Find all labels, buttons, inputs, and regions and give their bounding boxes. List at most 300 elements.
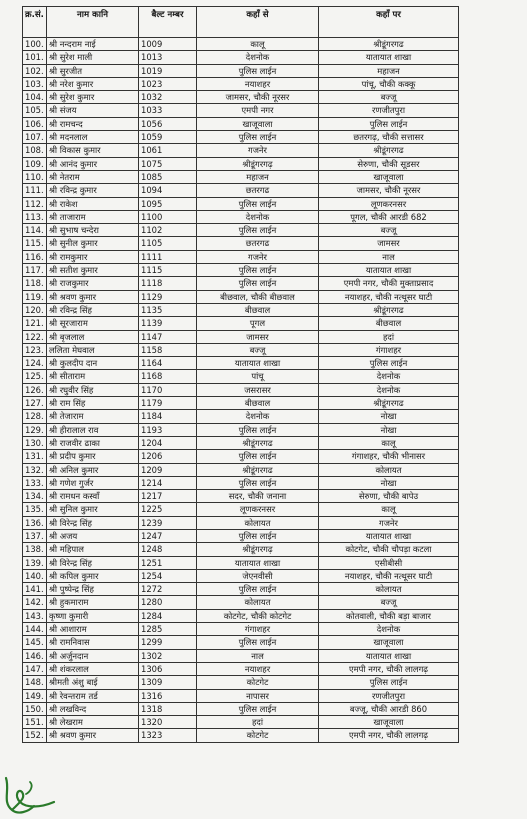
cell-to: एमपी नगर, चौकी लालगढ़ xyxy=(319,729,459,742)
cell-from: पुलिस लाईन xyxy=(197,131,319,144)
cell-serial: 101. xyxy=(23,51,47,64)
cell-belt-number: 1284 xyxy=(139,609,197,622)
cell-to: देशनोक xyxy=(319,623,459,636)
cell-from: बीछवाल, चौकी बीछवाल xyxy=(197,290,319,303)
cell-belt-number: 1095 xyxy=(139,197,197,210)
cell-from: पांचू xyxy=(197,370,319,383)
cell-serial: 129. xyxy=(23,423,47,436)
cell-serial: 141. xyxy=(23,583,47,596)
cell-name: ललिता मेघवाल xyxy=(47,343,139,356)
cell-name: श्री अर्जुनदान xyxy=(47,649,139,662)
header-serial: क्र.सं. xyxy=(23,7,47,38)
cell-from: कोटगेट xyxy=(197,676,319,689)
cell-serial: 113. xyxy=(23,210,47,223)
cell-from: गजनेर xyxy=(197,144,319,157)
cell-serial: 111. xyxy=(23,184,47,197)
cell-from: जामसर xyxy=(197,330,319,343)
cell-belt-number: 1285 xyxy=(139,623,197,636)
cell-name: श्री नेतराम xyxy=(47,170,139,183)
cell-name: श्री सुरेश कुमार xyxy=(47,91,139,104)
cell-belt-number: 1111 xyxy=(139,250,197,263)
cell-to: यातायात शाखा xyxy=(319,51,459,64)
cell-from: देशनोक xyxy=(197,410,319,423)
table-row xyxy=(23,197,459,210)
table-row xyxy=(23,423,459,436)
cell-serial: 107. xyxy=(23,131,47,144)
cell-belt-number: 1100 xyxy=(139,210,197,223)
cell-to: महाजन xyxy=(319,64,459,77)
cell-serial: 114. xyxy=(23,224,47,237)
cell-to: कोलायत xyxy=(319,463,459,476)
cell-name: श्री कुलदीप दान xyxy=(47,357,139,370)
cell-serial: 145. xyxy=(23,636,47,649)
table-row xyxy=(23,317,459,330)
cell-to: सेरुणा, चौकी बापेउ xyxy=(319,490,459,503)
cell-from: कोटगेट, चौकी कोटगेट xyxy=(197,609,319,622)
cell-to: हदां xyxy=(319,330,459,343)
cell-name: श्री बृजलाल xyxy=(47,330,139,343)
cell-name: श्री महिपाल xyxy=(47,543,139,556)
cell-serial: 140. xyxy=(23,569,47,582)
cell-to: बीछवाल xyxy=(319,317,459,330)
table-row xyxy=(23,490,459,503)
cell-serial: 149. xyxy=(23,689,47,702)
cell-name: श्री रघुवीर सिंह xyxy=(47,383,139,396)
cell-from: जेएनवीसी xyxy=(197,569,319,582)
table-header-row xyxy=(23,7,459,38)
cell-serial: 147. xyxy=(23,662,47,675)
cell-serial: 138. xyxy=(23,543,47,556)
table-row xyxy=(23,702,459,715)
cell-from: जामसर, चौकी नूरसर xyxy=(197,91,319,104)
cell-serial: 151. xyxy=(23,716,47,729)
cell-name: श्री पुष्पेन्द्र सिंह xyxy=(47,583,139,596)
cell-to: खाजूवाला xyxy=(319,716,459,729)
cell-from: पुलिस लाईन xyxy=(197,277,319,290)
cell-belt-number: 1139 xyxy=(139,317,197,330)
table-row xyxy=(23,157,459,170)
table-row xyxy=(23,556,459,569)
cell-from: कोलायत xyxy=(197,516,319,529)
cell-to: श्रीडूंगरगढ xyxy=(319,38,459,51)
cell-to: पूगल, चौकी आरडी 682 xyxy=(319,210,459,223)
cell-to: गजनेर xyxy=(319,516,459,529)
cell-serial: 152. xyxy=(23,729,47,742)
cell-from: पुलिस लाईन xyxy=(197,423,319,436)
cell-belt-number: 1164 xyxy=(139,357,197,370)
cell-to: नयाशहर, चौकी नत्थूसर घाटी xyxy=(319,569,459,582)
table-row xyxy=(23,144,459,157)
cell-belt-number: 1094 xyxy=(139,184,197,197)
cell-serial: 112. xyxy=(23,197,47,210)
cell-belt-number: 1206 xyxy=(139,450,197,463)
cell-to: देशनोक xyxy=(319,370,459,383)
cell-belt-number: 1239 xyxy=(139,516,197,529)
cell-serial: 106. xyxy=(23,117,47,130)
cell-name: श्री नन्दराम नाई xyxy=(47,38,139,51)
cell-name: श्री राम सिंह xyxy=(47,397,139,410)
cell-from: सदर, चौकी जनाना xyxy=(197,490,319,503)
cell-name: श्री शंकरलाल xyxy=(47,662,139,675)
cell-name: श्री सुनिल कुमार xyxy=(47,503,139,516)
cell-to: श्रीडूंगरगढ xyxy=(319,303,459,316)
cell-belt-number: 1309 xyxy=(139,676,197,689)
cell-from: महाजन xyxy=(197,170,319,183)
cell-name: श्री सुरेश माली xyxy=(47,51,139,64)
cell-to: यातायात शाखा xyxy=(319,529,459,542)
cell-from: पुलिस लाईन xyxy=(197,197,319,210)
table-row xyxy=(23,131,459,144)
cell-to: गंगाशहर xyxy=(319,343,459,356)
table-row xyxy=(23,636,459,649)
cell-to: रणजीतपुरा xyxy=(319,689,459,702)
table-row xyxy=(23,450,459,463)
cell-belt-number: 1217 xyxy=(139,490,197,503)
cell-to: जामसर, चौकी नूरसर xyxy=(319,184,459,197)
table-row xyxy=(23,436,459,449)
table-body xyxy=(23,38,459,743)
cell-name: कृष्णा कुमारी xyxy=(47,609,139,622)
cell-to: छतरगढ़, चौकी सत्तासर xyxy=(319,131,459,144)
table-row xyxy=(23,596,459,609)
cell-serial: 139. xyxy=(23,556,47,569)
cell-to: खाजूवाला xyxy=(319,636,459,649)
cell-serial: 115. xyxy=(23,237,47,250)
cell-from: छतरगढ xyxy=(197,237,319,250)
cell-belt-number: 1129 xyxy=(139,290,197,303)
cell-serial: 130. xyxy=(23,436,47,449)
cell-from: देशनोक xyxy=(197,210,319,223)
cell-serial: 127. xyxy=(23,397,47,410)
cell-belt-number: 1135 xyxy=(139,303,197,316)
cell-serial: 124. xyxy=(23,357,47,370)
table-row xyxy=(23,290,459,303)
table-row xyxy=(23,51,459,64)
cell-serial: 128. xyxy=(23,410,47,423)
cell-to: पुलिस लाईन xyxy=(319,117,459,130)
cell-belt-number: 1019 xyxy=(139,64,197,77)
table-row xyxy=(23,383,459,396)
cell-from: पुलिस लाईन xyxy=(197,264,319,277)
cell-belt-number: 1075 xyxy=(139,157,197,170)
cell-to: श्रीडूंगरगढ xyxy=(319,144,459,157)
cell-name: श्री श्रवण कुमार xyxy=(47,729,139,742)
cell-belt-number: 1247 xyxy=(139,529,197,542)
cell-name: श्री ताजाराम xyxy=(47,210,139,223)
cell-from: पुलिस लाईन xyxy=(197,702,319,715)
table-row xyxy=(23,516,459,529)
cell-name: श्री अनिल कुमार xyxy=(47,463,139,476)
cell-name: श्री श्रवण कुमार xyxy=(47,290,139,303)
cell-from: बीछवाल xyxy=(197,397,319,410)
cell-serial: 150. xyxy=(23,702,47,715)
cell-serial: 142. xyxy=(23,596,47,609)
cell-from: श्रीडूंगरगढ़ xyxy=(197,157,319,170)
cell-belt-number: 1299 xyxy=(139,636,197,649)
cell-belt-number: 1013 xyxy=(139,51,197,64)
cell-belt-number: 1225 xyxy=(139,503,197,516)
cell-to: जामसर xyxy=(319,237,459,250)
cell-from: पुलिस लाईन xyxy=(197,636,319,649)
cell-to: रणजीतपुरा xyxy=(319,104,459,117)
table-row xyxy=(23,529,459,542)
cell-from: एमपी नगर xyxy=(197,104,319,117)
table-row xyxy=(23,357,459,370)
header-from: कहाँ से xyxy=(197,7,319,38)
cell-name: श्री रविन्द्र कुमार xyxy=(47,184,139,197)
cell-serial: 143. xyxy=(23,609,47,622)
cell-to: नयाशहर, चौकी नत्थूसर घाटी xyxy=(319,290,459,303)
cell-name: श्री लेखराम xyxy=(47,716,139,729)
cell-name: श्री सतीश कुमार xyxy=(47,264,139,277)
cell-from: पुलिस लाईन xyxy=(197,583,319,596)
cell-from: लूणकरनसर xyxy=(197,503,319,516)
cell-from: यातायात शाखा xyxy=(197,556,319,569)
table-row xyxy=(23,476,459,489)
cell-serial: 144. xyxy=(23,623,47,636)
cell-belt-number: 1056 xyxy=(139,117,197,130)
cell-serial: 109. xyxy=(23,157,47,170)
cell-name: श्री राकेश xyxy=(47,197,139,210)
cell-to: एमपी नगर, चौकी लालगढ़ xyxy=(319,662,459,675)
table-row xyxy=(23,38,459,51)
cell-name: श्री मदनलाल xyxy=(47,131,139,144)
cell-belt-number: 1316 xyxy=(139,689,197,702)
cell-from: पुलिस लाईन xyxy=(197,64,319,77)
cell-name: श्री सुनील कुमार xyxy=(47,237,139,250)
table-row xyxy=(23,277,459,290)
cell-serial: 146. xyxy=(23,649,47,662)
cell-belt-number: 1193 xyxy=(139,423,197,436)
cell-name: श्री गणेश गुर्जर xyxy=(47,476,139,489)
cell-to: नोखा xyxy=(319,423,459,436)
cell-belt-number: 1170 xyxy=(139,383,197,396)
cell-serial: 104. xyxy=(23,91,47,104)
cell-from: कालू xyxy=(197,38,319,51)
cell-to: बज्जू, चौकी आरडी 860 xyxy=(319,702,459,715)
cell-name: श्री अजय xyxy=(47,529,139,542)
cell-name: श्री राजकुमार xyxy=(47,277,139,290)
cell-belt-number: 1158 xyxy=(139,343,197,356)
cell-name: श्री रामनिवास xyxy=(47,636,139,649)
cell-serial: 105. xyxy=(23,104,47,117)
cell-belt-number: 1147 xyxy=(139,330,197,343)
table-row xyxy=(23,330,459,343)
cell-from: बज्जू xyxy=(197,343,319,356)
cell-belt-number: 1168 xyxy=(139,370,197,383)
cell-name: श्रीमती अंशु बाई xyxy=(47,676,139,689)
table-row xyxy=(23,729,459,742)
cell-name: श्री राजवीर ढाका xyxy=(47,436,139,449)
cell-belt-number: 1254 xyxy=(139,569,197,582)
cell-to: कोटगेट, चौकी चौपड़ा कटला xyxy=(319,543,459,556)
cell-to: कालू xyxy=(319,503,459,516)
cell-serial: 110. xyxy=(23,170,47,183)
cell-name: श्री रेवन्तराम तर्ड xyxy=(47,689,139,702)
table-row xyxy=(23,583,459,596)
cell-belt-number: 1302 xyxy=(139,649,197,662)
cell-belt-number: 1209 xyxy=(139,463,197,476)
table-row xyxy=(23,689,459,702)
cell-name: श्री हुकमाराम xyxy=(47,596,139,609)
cell-serial: 137. xyxy=(23,529,47,542)
cell-serial: 116. xyxy=(23,250,47,263)
cell-name: श्री प्रदीप कुमार xyxy=(47,450,139,463)
cell-serial: 118. xyxy=(23,277,47,290)
cell-belt-number: 1115 xyxy=(139,264,197,277)
cell-name: श्री रामकुमार xyxy=(47,250,139,263)
cell-to: नोखा xyxy=(319,410,459,423)
cell-to: बज्जू xyxy=(319,224,459,237)
cell-from: देशनोक xyxy=(197,51,319,64)
cell-name: श्री विकास कुमार xyxy=(47,144,139,157)
cell-serial: 108. xyxy=(23,144,47,157)
cell-belt-number: 1318 xyxy=(139,702,197,715)
cell-to: पुलिस लाईन xyxy=(319,676,459,689)
cell-belt-number: 1204 xyxy=(139,436,197,449)
cell-to: यातायात शाखा xyxy=(319,649,459,662)
cell-serial: 102. xyxy=(23,64,47,77)
cell-to: नोखा xyxy=(319,476,459,489)
cell-name: श्री रामचन्द xyxy=(47,117,139,130)
cell-serial: 134. xyxy=(23,490,47,503)
cell-serial: 133. xyxy=(23,476,47,489)
cell-serial: 135. xyxy=(23,503,47,516)
table-row xyxy=(23,170,459,183)
table-row xyxy=(23,64,459,77)
cell-to: खाजूवाला xyxy=(319,170,459,183)
cell-from: जसरासर xyxy=(197,383,319,396)
cell-from: छतरगढ xyxy=(197,184,319,197)
table-row xyxy=(23,662,459,675)
cell-belt-number: 1009 xyxy=(139,38,197,51)
cell-name: श्री रविन्द्र सिंह xyxy=(47,303,139,316)
cell-name: श्री सुभाष चन्देरा xyxy=(47,224,139,237)
cell-from: नयाशहर xyxy=(197,662,319,675)
cell-to: एमपी नगर, चौकी मुक्ताप्रसाद xyxy=(319,277,459,290)
cell-to: पांचू, चौकी कक्कू xyxy=(319,77,459,90)
cell-serial: 125. xyxy=(23,370,47,383)
cell-name: श्री आनंद कुमार xyxy=(47,157,139,170)
cell-name: श्री हीरालाल राव xyxy=(47,423,139,436)
table-row xyxy=(23,343,459,356)
cell-name: श्री कपिल कुमार xyxy=(47,569,139,582)
table-row xyxy=(23,370,459,383)
cell-belt-number: 1248 xyxy=(139,543,197,556)
table-row xyxy=(23,104,459,117)
cell-from: नापासर xyxy=(197,689,319,702)
cell-belt-number: 1105 xyxy=(139,237,197,250)
cell-to: लूणकरनसर xyxy=(319,197,459,210)
table-row xyxy=(23,264,459,277)
cell-from: पुलिस लाईन xyxy=(197,476,319,489)
cell-from: गंगाशहर xyxy=(197,623,319,636)
cell-to: सेरुणा, चौकी सूडसर xyxy=(319,157,459,170)
table-row xyxy=(23,649,459,662)
cell-name: श्री तेजाराम xyxy=(47,410,139,423)
cell-from: हदां xyxy=(197,716,319,729)
signature-mark xyxy=(0,772,60,818)
cell-serial: 119. xyxy=(23,290,47,303)
table-row xyxy=(23,303,459,316)
cell-belt-number: 1272 xyxy=(139,583,197,596)
cell-belt-number: 1214 xyxy=(139,476,197,489)
cell-belt-number: 1059 xyxy=(139,131,197,144)
cell-from: गजनेर xyxy=(197,250,319,263)
cell-serial: 123. xyxy=(23,343,47,356)
cell-to: पुलिस लाईन xyxy=(319,357,459,370)
cell-to: बज्जू xyxy=(319,91,459,104)
cell-serial: 126. xyxy=(23,383,47,396)
cell-serial: 131. xyxy=(23,450,47,463)
transfer-table xyxy=(22,6,459,743)
cell-name: श्री सुरजीत xyxy=(47,64,139,77)
table-row xyxy=(23,250,459,263)
cell-belt-number: 1032 xyxy=(139,91,197,104)
table-row xyxy=(23,184,459,197)
cell-belt-number: 1280 xyxy=(139,596,197,609)
cell-to: देशनोक xyxy=(319,383,459,396)
table-row xyxy=(23,91,459,104)
cell-name: श्री संजय xyxy=(47,104,139,117)
header-name: नाम कानि xyxy=(47,7,139,38)
cell-from: पुलिस लाईन xyxy=(197,450,319,463)
cell-to: यातायात शाखा xyxy=(319,264,459,277)
table-row xyxy=(23,210,459,223)
cell-to: कोतवाली, चौकी बड़ा बाजार xyxy=(319,609,459,622)
cell-from: खाजूवाला xyxy=(197,117,319,130)
cell-from: कोलायत xyxy=(197,596,319,609)
cell-belt-number: 1118 xyxy=(139,277,197,290)
cell-belt-number: 1033 xyxy=(139,104,197,117)
cell-name: श्री विरेन्द्र सिंह xyxy=(47,516,139,529)
cell-to: नाल xyxy=(319,250,459,263)
table-row xyxy=(23,716,459,729)
cell-to: गंगाशहर, चौकी भीनासर xyxy=(319,450,459,463)
cell-belt-number: 1179 xyxy=(139,397,197,410)
cell-name: श्री नरेश कुमार xyxy=(47,77,139,90)
cell-from: बीछवाल xyxy=(197,303,319,316)
table-row xyxy=(23,543,459,556)
cell-name: श्री सीताराम xyxy=(47,370,139,383)
table-row xyxy=(23,117,459,130)
cell-from: कोटगेट xyxy=(197,729,319,742)
table-row xyxy=(23,224,459,237)
cell-serial: 117. xyxy=(23,264,47,277)
table-row xyxy=(23,397,459,410)
header-to: कहाँ पर xyxy=(319,7,459,38)
cell-belt-number: 1306 xyxy=(139,662,197,675)
cell-serial: 132. xyxy=(23,463,47,476)
cell-belt-number: 1323 xyxy=(139,729,197,742)
table-row xyxy=(23,463,459,476)
cell-serial: 136. xyxy=(23,516,47,529)
table-row xyxy=(23,410,459,423)
cell-belt-number: 1061 xyxy=(139,144,197,157)
cell-to: कोलायत xyxy=(319,583,459,596)
cell-belt-number: 1085 xyxy=(139,170,197,183)
cell-to: कालू xyxy=(319,436,459,449)
cell-serial: 103. xyxy=(23,77,47,90)
table-row xyxy=(23,623,459,636)
table-row xyxy=(23,77,459,90)
cell-name: श्री आशाराम xyxy=(47,623,139,636)
cell-serial: 148. xyxy=(23,676,47,689)
cell-serial: 121. xyxy=(23,317,47,330)
cell-belt-number: 1320 xyxy=(139,716,197,729)
cell-name: श्री रामधन कस्वाँ xyxy=(47,490,139,503)
cell-to: बज्जू xyxy=(319,596,459,609)
